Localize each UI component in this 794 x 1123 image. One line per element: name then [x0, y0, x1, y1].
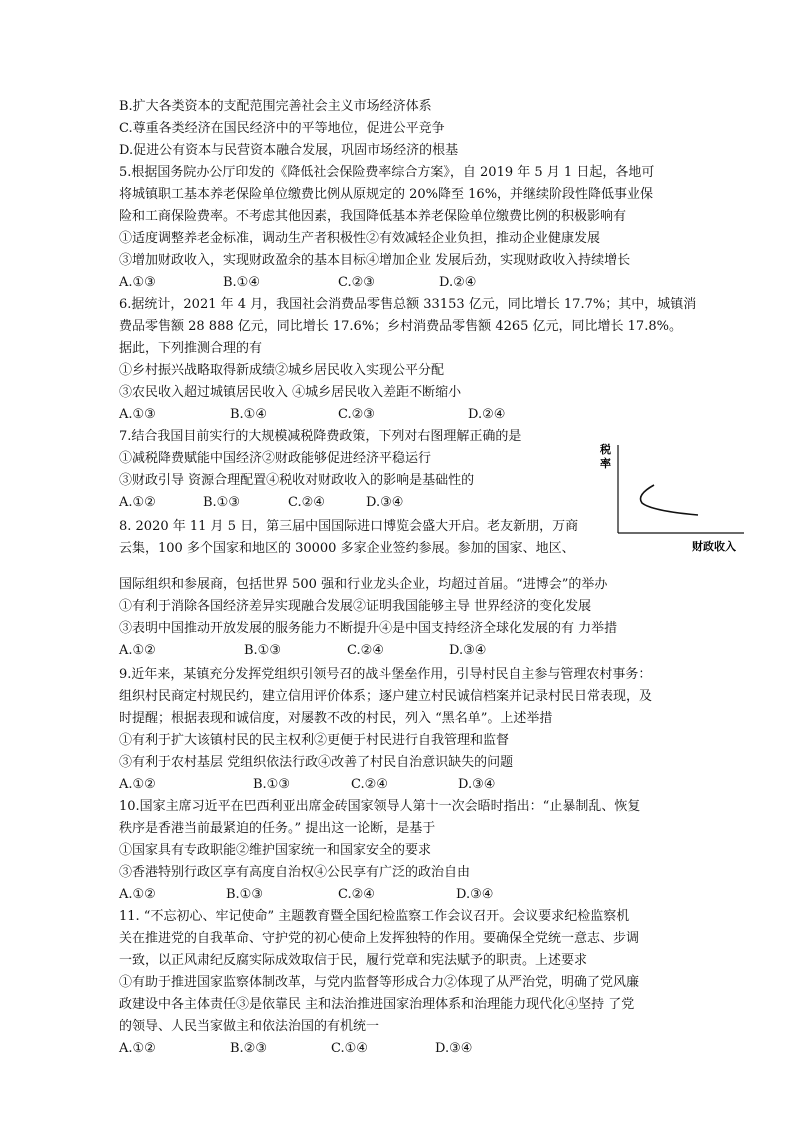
q7-choice-d: D.③④: [366, 495, 404, 510]
figure-svg: [596, 437, 746, 557]
q9-choice-a: A.①②: [119, 777, 156, 792]
q10-stem-line: 10.国家主席习近平在巴西利亚出席金砖国家领导人第十一次会晤时指出：“止暴制乱、恢复: [119, 799, 641, 814]
q11-choice-b: B.②③: [230, 1041, 267, 1056]
q10-choice-a: A.①②: [119, 887, 156, 902]
q5-stem-line: 5.根据国务院办公厅印发的《降低社会保险费率综合方案》，自 2019 年 5 月 1 日起，各地可: [119, 165, 655, 180]
q11-stem-line: 一致，以正风肃纪反腐实际成效取信于民，履行党章和宪法赋予的职责。上述要求: [119, 953, 588, 968]
figure-xlabel: 财政收入: [692, 540, 736, 553]
q4-option-d: D.促进公有资本与民营资本融合发展，巩固市场经济的根基: [119, 143, 459, 158]
q8-choice-c: C.②④: [347, 643, 384, 658]
q6-stem-line: 6.据统计，2021 年 4 月，我国社会消费品零售总额 33153 亿元，同比增长 17.7%；其中，城镇消: [119, 297, 697, 312]
q5-choice-c: C.②③: [338, 275, 375, 290]
q7-choice-b: B.①③: [203, 495, 240, 510]
q9-stem-line: 时提醒；根据表现和诚信度，对屡教不改的村民，列入 “黑名单”。上述举措: [119, 711, 553, 726]
q11-choice-c: C.①④: [331, 1041, 368, 1056]
q8-choice-a: A.①②: [119, 643, 156, 658]
q6-choice-c: C.②③: [338, 407, 375, 422]
q6-statement-line: ①乡村振兴战略取得新成绩②城乡居民收入实现公平分配: [119, 363, 445, 378]
q8-statement-line: ①有利于消除各国经济差异实现融合发展②证明我国能够主导 世界经济的变化发展: [119, 599, 592, 614]
q10-statement-line: ③香港特别行政区享有高度自治权④公民享有广泛的政治自由: [119, 865, 471, 880]
q6-stem-line: 费品零售额 28 888 亿元，同比增长 17.6%；乡村消费品零售额 4265 亿元，同比增长 17.8%。: [119, 319, 682, 334]
q10-choice-c: C.②④: [338, 887, 375, 902]
q11-statement-line: 的领导、人民当家做主和依法治国的有机统一: [119, 1019, 380, 1034]
q7-statement-line: ③财政引导 资源合理配置④税收对财政收入的影响是基础性的: [119, 473, 475, 488]
q10-choice-d: D.③④: [456, 887, 494, 902]
q10-choice-b: B.①③: [226, 887, 263, 902]
q5-choice-a: A.①③: [119, 275, 156, 290]
q9-stem-line: 9.近年来，某镇充分发挥党组织引领号召的战斗堡垒作用，引导村民自主参与管理农村事务：: [119, 667, 652, 682]
q11-choice-a: A.①②: [119, 1041, 156, 1056]
q11-stem-line: 11. “不忘初心、牢记使命” 主题教育暨全国纪检监察工作会议召开。会议要求纪检监察机: [119, 909, 630, 924]
q4-option-b: B.扩大各类资本的支配范围完善社会主义市场经济体系: [119, 99, 432, 114]
q9-stem-line: 组织村民商定村规民约，建立信用评价体系；逐户建立村民诚信档案并记录村民日常表现，及: [119, 689, 653, 704]
q5-statement-line: ①适度调整养老金标准，调动生产者积极性②有效减轻企业负担，推动企业健康发展: [119, 231, 601, 246]
q7-choice-c: C.②④: [288, 495, 325, 510]
q5-choice-b: B.①④: [223, 275, 260, 290]
q10-stem-line: 秩序是香港当前最紧迫的任务。” 提出这一论断，是基于: [119, 821, 436, 836]
q8-stem-line: 国际组织和参展商，包括世界 500 强和行业龙头企业，均超过首届。“进博会”的举办: [119, 577, 608, 592]
q8-choice-b: B.①③: [244, 643, 281, 658]
q8-stem-line: 8. 2020 年 11 月 5 日，第三届中国国际进口博览会盛大开启。老友新朋，万商: [119, 519, 579, 534]
q10-statement-line: ①国家具有专政职能②维护国家统一和国家安全的要求: [119, 843, 432, 858]
q9-choice-b: B.①③: [253, 777, 290, 792]
q4-option-c: C.尊重各类经济在国民经济中的平等地位，促进公平竞争: [119, 121, 445, 136]
figure-curve: [641, 485, 699, 515]
q11-stem-line: 关在推进党的自我革命、守护党的初心使命上发挥独特的作用。要确保全党统一意志、步调: [119, 931, 640, 946]
figure-ylabel-char-1: 税: [600, 443, 611, 456]
q8-choice-d: D.③④: [449, 643, 487, 658]
q11-statement-line: 政建设中各主体责任③是依靠民 主和法治推进国家治理体系和治理能力现代化④坚持 了党: [119, 997, 635, 1012]
q5-statement-line: ③增加财政收入，实现财政盈余的基本目标④增加企业 发展后劲，实现财政收入持续增长: [119, 253, 631, 268]
q8-stem-line: 云集，100 多个国家和地区的 30000 多家企业签约参展。参加的国家、地区、: [119, 541, 575, 556]
figure-ylabel-char-2: 率: [600, 457, 611, 470]
q6-statement-line: ③农民收入超过城镇居民收入 ④城乡居民收入差距不断缩小: [119, 385, 462, 400]
q9-choice-d: D.③④: [458, 777, 496, 792]
q5-stem-line: 将城镇职工基本养老保险单位缴费比例从原规定的 20%降至 16%，并继续阶段性降低事业保: [119, 187, 654, 202]
q9-statement-line: ①有利于扩大该镇村民的民主权利②更便于村民进行自我管理和监督: [119, 733, 510, 748]
q11-statement-line: ①有助于推进国家监察体制改革，与党内监督等形成合力②体现了从严治党，明确了党风廉: [119, 975, 640, 990]
q7-choice-a: A.①②: [119, 495, 156, 510]
q7-stem-line: 7.结合我国目前实行的大规模减税降费政策，下列对右图理解正确的是: [119, 429, 522, 444]
q6-choice-d: D.②④: [468, 407, 506, 422]
q9-statement-line: ③有利于农村基层 党组织依法行政④改善了村民自治意识缺失的问题: [119, 755, 514, 770]
q8-statement-line: ③表明中国推动开放发展的服务能力不断提升④是中国支持经济全球化发展的有 力举措: [119, 621, 618, 636]
tax-revenue-figure: [596, 437, 746, 557]
q5-stem-line: 险和工商保险费率。不考虑其他因素，我国降低基本养老保险单位缴费比例的积极影响有: [119, 209, 627, 224]
q5-choice-d: D.②④: [439, 275, 477, 290]
q6-choice-a: A.①③: [119, 407, 156, 422]
q11-choice-d: D.③④: [435, 1041, 473, 1056]
q6-choice-b: B.①④: [230, 407, 267, 422]
q9-choice-c: C.②④: [351, 777, 388, 792]
q6-stem-line: 据此，下列推测合理的有: [119, 341, 263, 356]
q7-statement-line: ①减税降费赋能中国经济②财政能够促进经济平稳运行: [119, 451, 432, 466]
